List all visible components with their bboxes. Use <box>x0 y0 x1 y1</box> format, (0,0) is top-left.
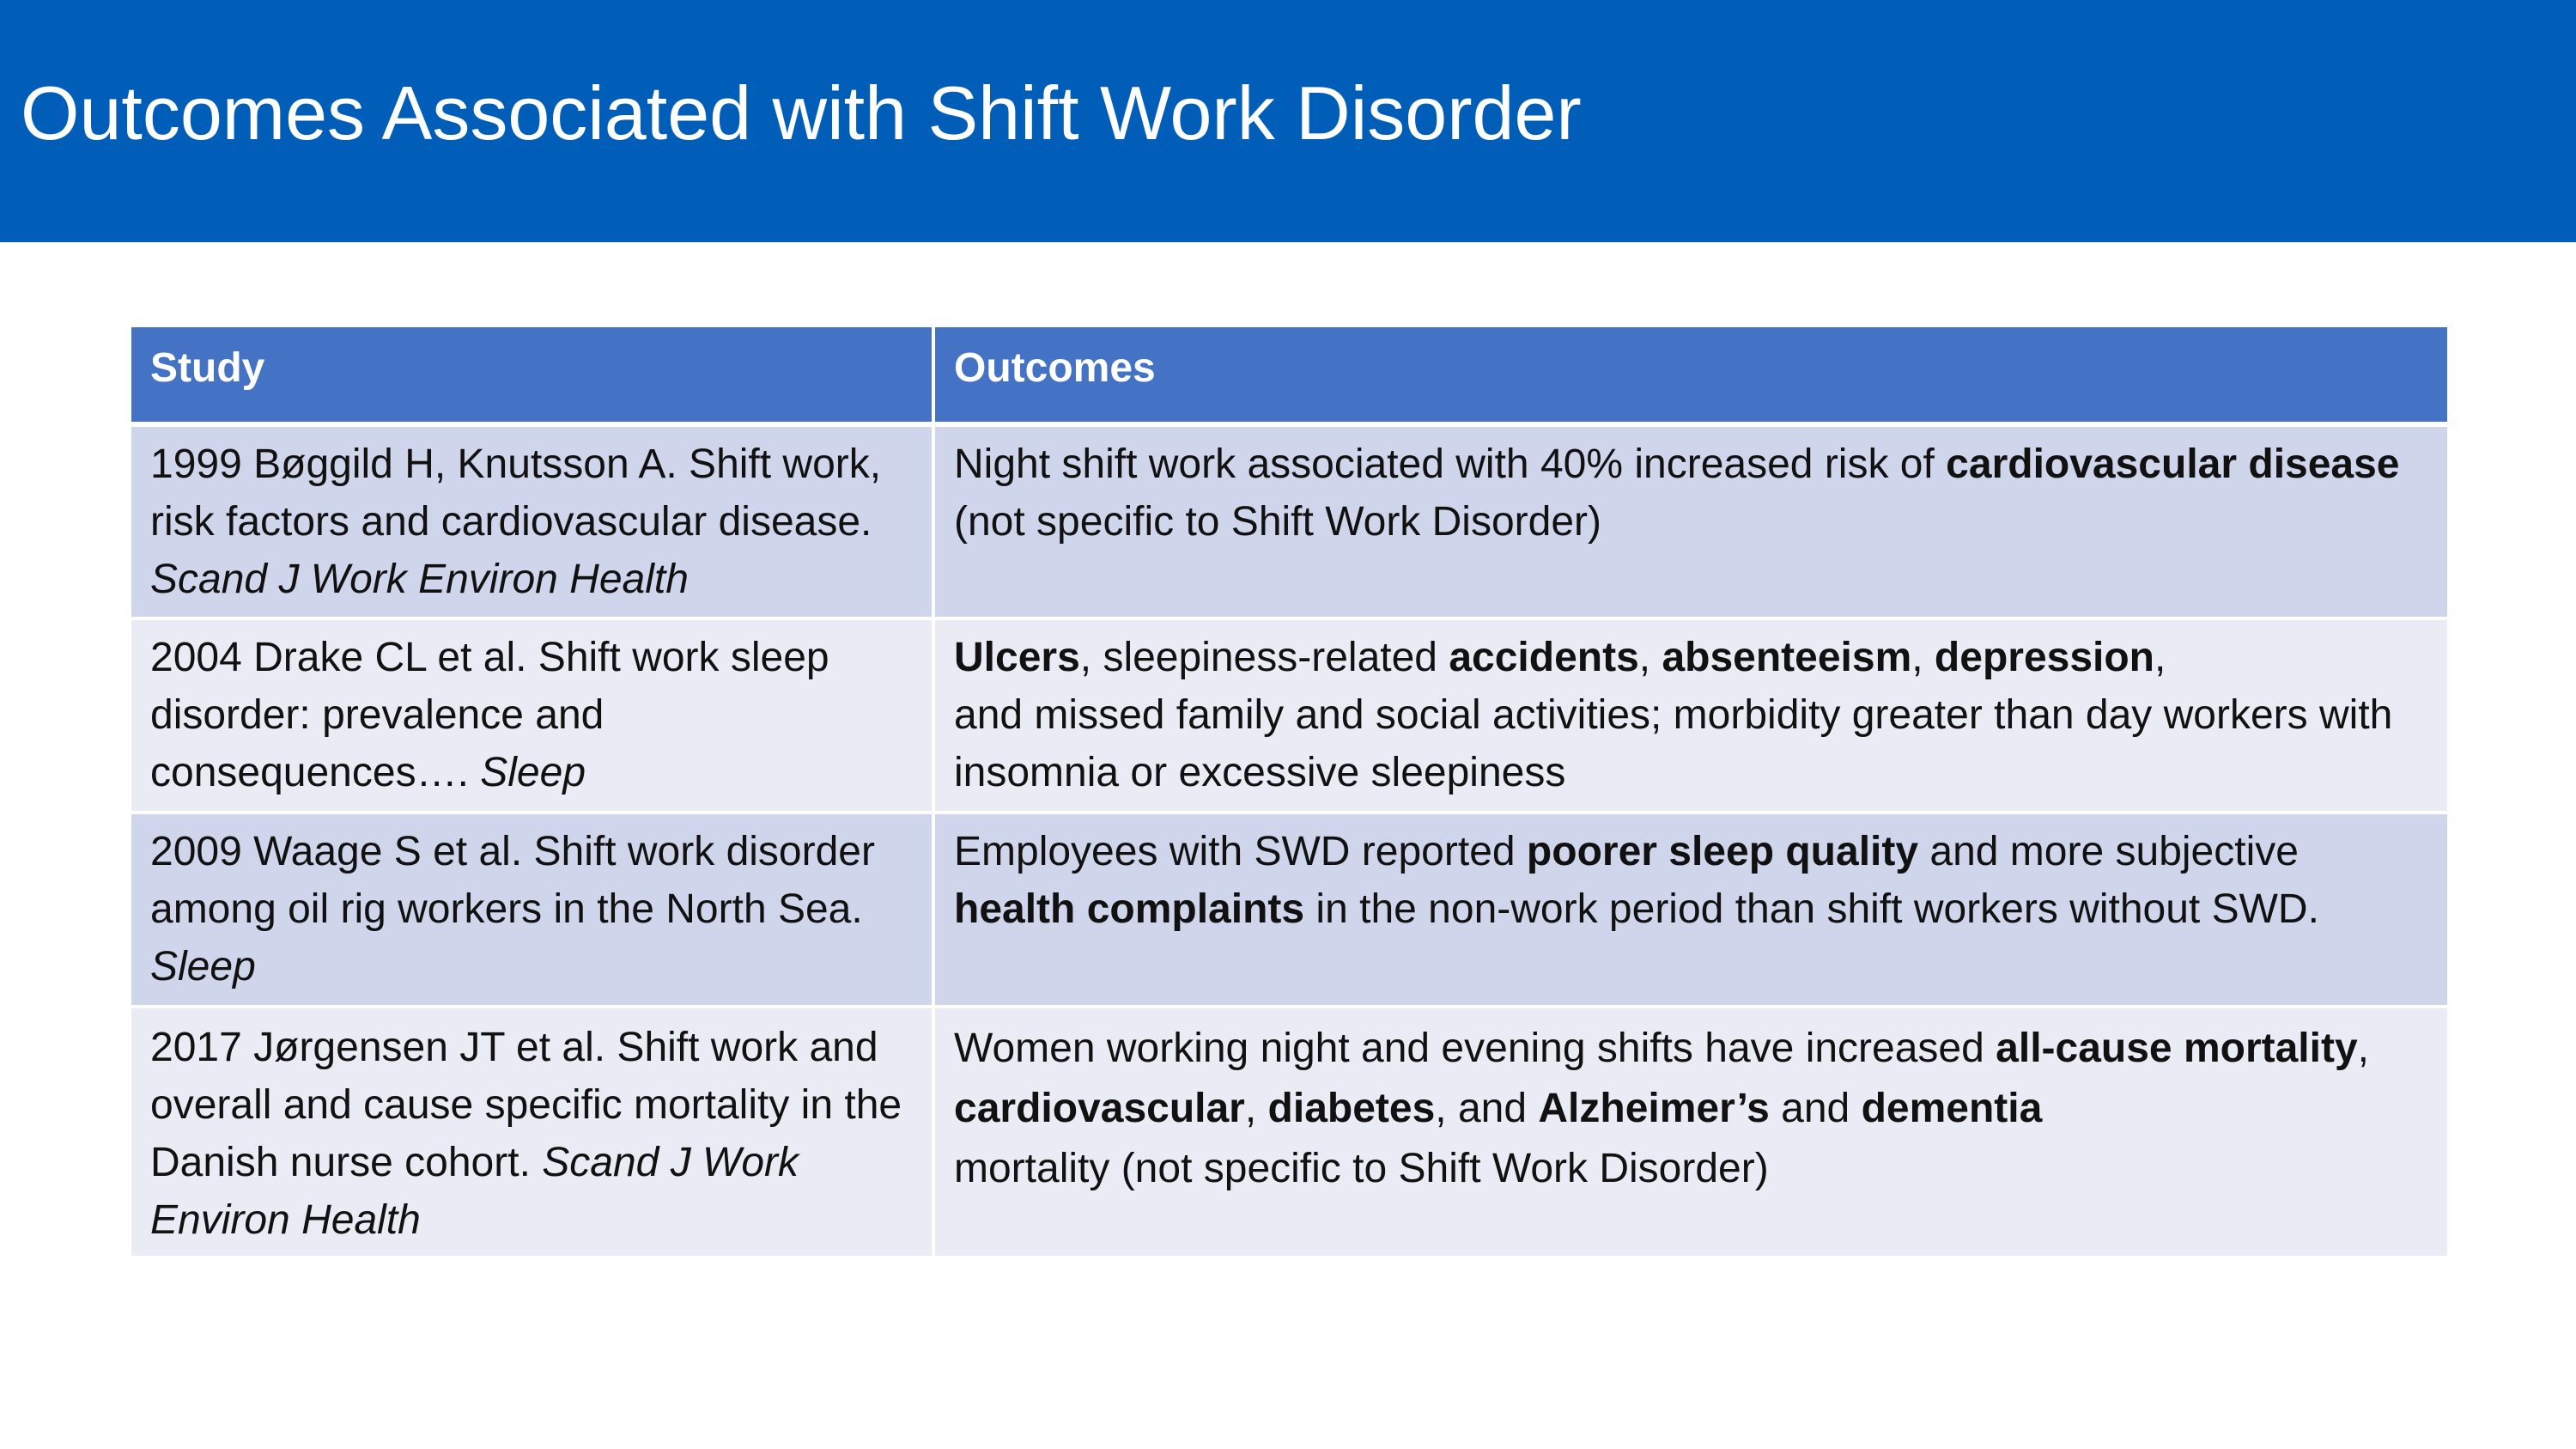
study-cell <box>131 618 933 813</box>
table-row <box>131 618 2447 813</box>
outcome-highlight: poorer sleep quality <box>1526 829 1919 874</box>
study-citation: 2004 Drake CL et al. Shift work sleep disorder: prevalence and consequences…. <box>150 635 829 795</box>
outcome-text: Women working night and evening shifts have increased <box>954 1026 1996 1071</box>
outcome-highlight: cardiovascular disease <box>1946 441 2400 487</box>
table-row <box>131 424 2447 618</box>
header-study: Study <box>131 327 933 424</box>
outcome-text: and <box>1769 1086 1862 1131</box>
table-header-row <box>131 327 2447 424</box>
outcome-text: and more subjective <box>1918 829 2299 874</box>
study-cell <box>131 1007 933 1257</box>
study-cell <box>131 813 933 1007</box>
outcome-highlight: dementia <box>1861 1086 2043 1131</box>
outcome-text: , and <box>1435 1086 1539 1131</box>
outcome-highlight: health complaints <box>954 886 1305 932</box>
outcome-highlight: cardiovascular <box>954 1086 1245 1131</box>
study-citation: 2017 Jørgensen JT et al. Shift work and overall and cause specific mortality in the Danish nurse cohort. <box>150 1025 902 1185</box>
journal-name: Scand J Work Environ Health <box>150 1140 799 1243</box>
outcome-text: Night shift work associated with 40% increased risk of <box>954 441 1947 487</box>
outcome-text: , <box>1638 635 1662 680</box>
outcome-text: , <box>1911 635 1935 680</box>
outcome-text: mortality <box>954 1146 1110 1191</box>
outcome-highlight: diabetes <box>1267 1086 1436 1131</box>
journal-name: Sleep <box>480 750 586 795</box>
outcome-text: and missed family and social activities; morbidity greater than day workers with insomnia or excessive sleepiness <box>954 692 2393 795</box>
study-citation: 1999 Bøggild H, Knutsson A. Shift work, risk factors and cardiovascular disease. <box>150 441 882 545</box>
outcome-cell <box>933 424 2447 618</box>
header-outcomes: Outcomes <box>933 327 2447 424</box>
outcome-highlight: absenteeism <box>1662 635 1912 680</box>
title-bar <box>0 0 2576 242</box>
study-cell <box>131 424 933 618</box>
outcome-cell <box>933 618 2447 813</box>
journal-name: Scand J Work Environ Health <box>150 557 689 602</box>
outcome-text: , <box>1244 1086 1268 1131</box>
study-citation: 2009 Waage S et al. Shift work disorder among oil rig workers in the North Sea. <box>150 829 875 932</box>
journal-name: Sleep <box>150 944 256 989</box>
outcome-text: , <box>2357 1026 2369 1071</box>
table-row <box>131 1007 2447 1257</box>
outcome-text: Employees with SWD reported <box>954 829 1527 874</box>
outcome-text: in the non-work period than shift workers without SWD. <box>1304 886 2319 932</box>
outcome-highlight: accidents <box>1449 635 1639 680</box>
outcome-cell <box>933 1007 2447 1257</box>
slide-title: Outcomes Associated with Shift Work Disorder <box>21 70 1582 155</box>
outcomes-table <box>131 327 2447 1259</box>
outcome-text: (not specific to Shift Work Disorder) <box>1109 1146 1769 1191</box>
table-row <box>131 813 2447 1007</box>
outcome-text: (not specific to Shift Work Disorder) <box>954 499 1602 545</box>
outcome-highlight: all-cause mortality <box>1996 1026 2358 1071</box>
outcome-cell <box>933 813 2447 1007</box>
outcome-text: , <box>2154 635 2166 680</box>
outcome-highlight: Alzheimer’s <box>1538 1086 1770 1131</box>
outcome-highlight: depression <box>1934 635 2154 680</box>
outcome-highlight: Ulcers <box>954 635 1080 680</box>
outcome-text: , sleepiness-related <box>1079 635 1449 680</box>
